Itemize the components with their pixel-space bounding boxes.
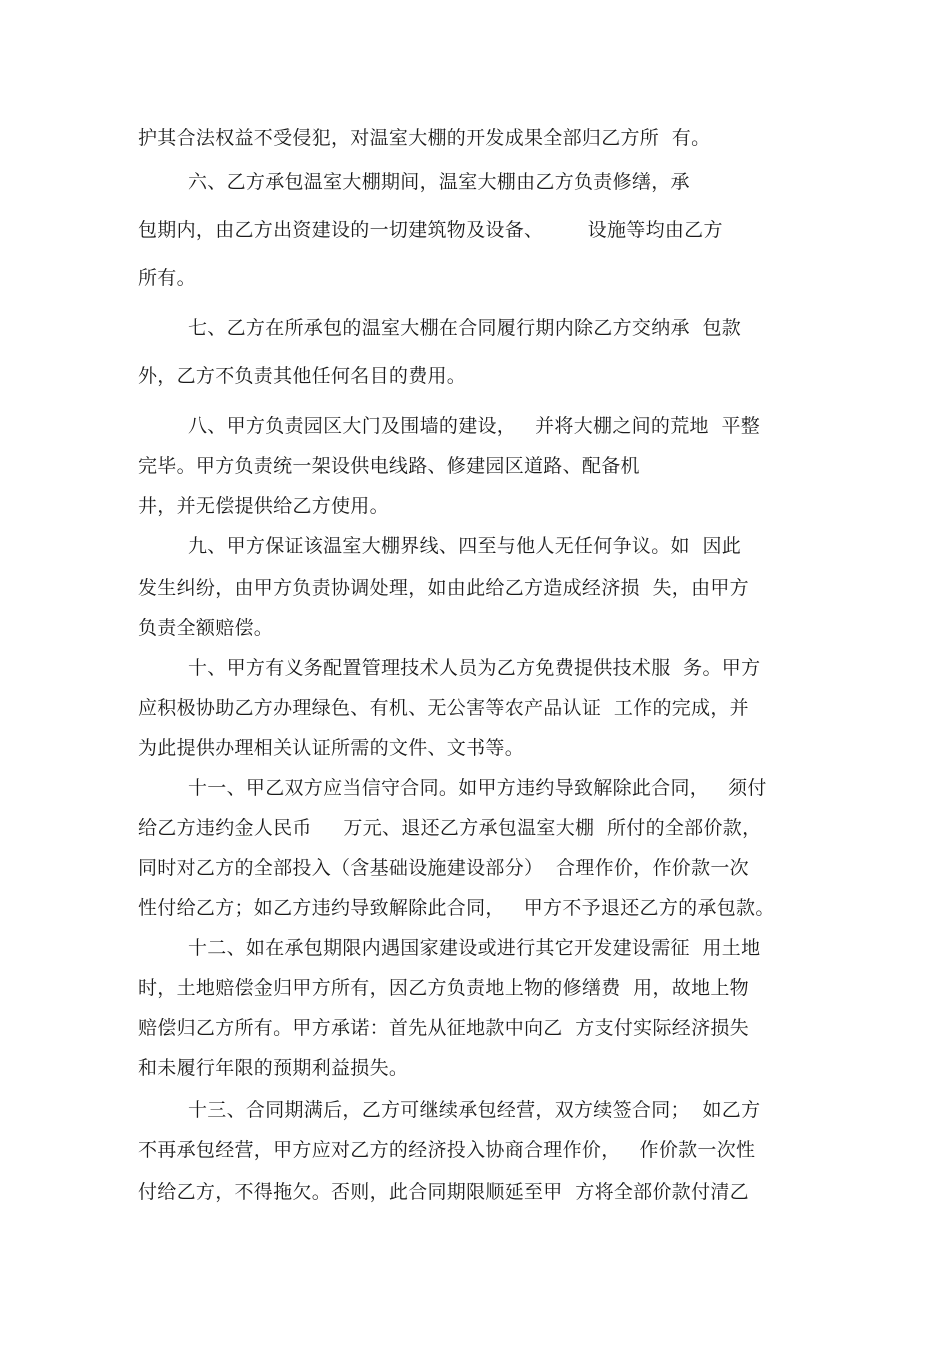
text-line: 同时对乙方的全部投入（含基础设施建设部分） 合理作价，作价款一次 xyxy=(138,857,749,879)
text-line: 负责全额赔偿。 xyxy=(138,617,274,639)
text-line: 性付给乙方；如乙方违约导致解除此合同， 甲方不予退还乙方的承包款。 xyxy=(138,897,775,919)
text-line: 九、甲方保证该温室大棚界线、四至与他人无任何争议。如 因此 xyxy=(188,535,742,557)
text-line: 发生纠纷，由甲方负责协调处理，如由此给乙方造成经济损 失，由甲方 xyxy=(138,577,749,599)
text-line: 十一、甲乙双方应当信守合同。如甲方违约导致解除此合同， 须付 xyxy=(188,777,767,799)
text-line: 时，土地赔偿金归甲方所有，因乙方负责地上物的修缮费 用，故地上物 xyxy=(138,977,749,999)
text-line: 十二、如在承包期限内遇国家建设或进行其它开发建设需征 用土地 xyxy=(188,937,761,959)
text-line: 付给乙方，不得拖欠。否则，此合同期限顺延至甲 方将全部价款付清乙 xyxy=(138,1181,749,1203)
text-line: 赔偿归乙方所有。甲方承诺：首先从征地款中向乙 方支付实际经济损失 xyxy=(138,1017,749,1039)
text-line: 十三、合同期满后，乙方可继续承包经营，双方续签合同； 如乙方 xyxy=(188,1099,761,1121)
text-line: 完毕。甲方负责统一架设供电线路、修建园区道路、配备机 xyxy=(138,455,640,477)
text-line: 包期内，由乙方出资建设的一切建筑物及设备、 设施等均由乙方 xyxy=(138,219,723,241)
text-line: 八、甲方负责园区大门及围墙的建设， 并将大棚之间的荒地 平整 xyxy=(188,415,761,437)
text-line: 六、乙方承包温室大棚期间，温室大棚由乙方负责修缮，承 xyxy=(188,171,690,193)
text-line: 护其合法权益不受侵犯，对温室大棚的开发成果全部归乙方所 有。 xyxy=(138,127,711,149)
text-line: 外，乙方不负责其他任何名目的费用。 xyxy=(138,365,467,387)
text-line: 不再承包经营，甲方应对乙方的经济投入协商合理作价， 作价款一次性 xyxy=(138,1139,756,1161)
text-line: 所有。 xyxy=(138,267,196,289)
text-line: 给乙方违约金人民币 万元、退还乙方承包温室大棚 所付的全部价款， xyxy=(138,817,762,839)
text-line: 井，并无偿提供给乙方使用。 xyxy=(138,495,389,517)
text-line: 七、乙方在所承包的温室大棚在合同履行期内除乙方交纳承 包款 xyxy=(188,317,742,339)
text-line: 为此提供办理相关认证所需的文件、文书等。 xyxy=(138,737,525,759)
text-line: 十、甲方有义务配置管理技术人员为乙方免费提供技术服 务。甲方 xyxy=(188,657,761,679)
text-line: 和未履行年限的预期利益损失。 xyxy=(138,1057,409,1079)
text-line: 应积极协助乙方办理绿色、有机、无公害等农产品认证 工作的完成，并 xyxy=(138,697,749,719)
